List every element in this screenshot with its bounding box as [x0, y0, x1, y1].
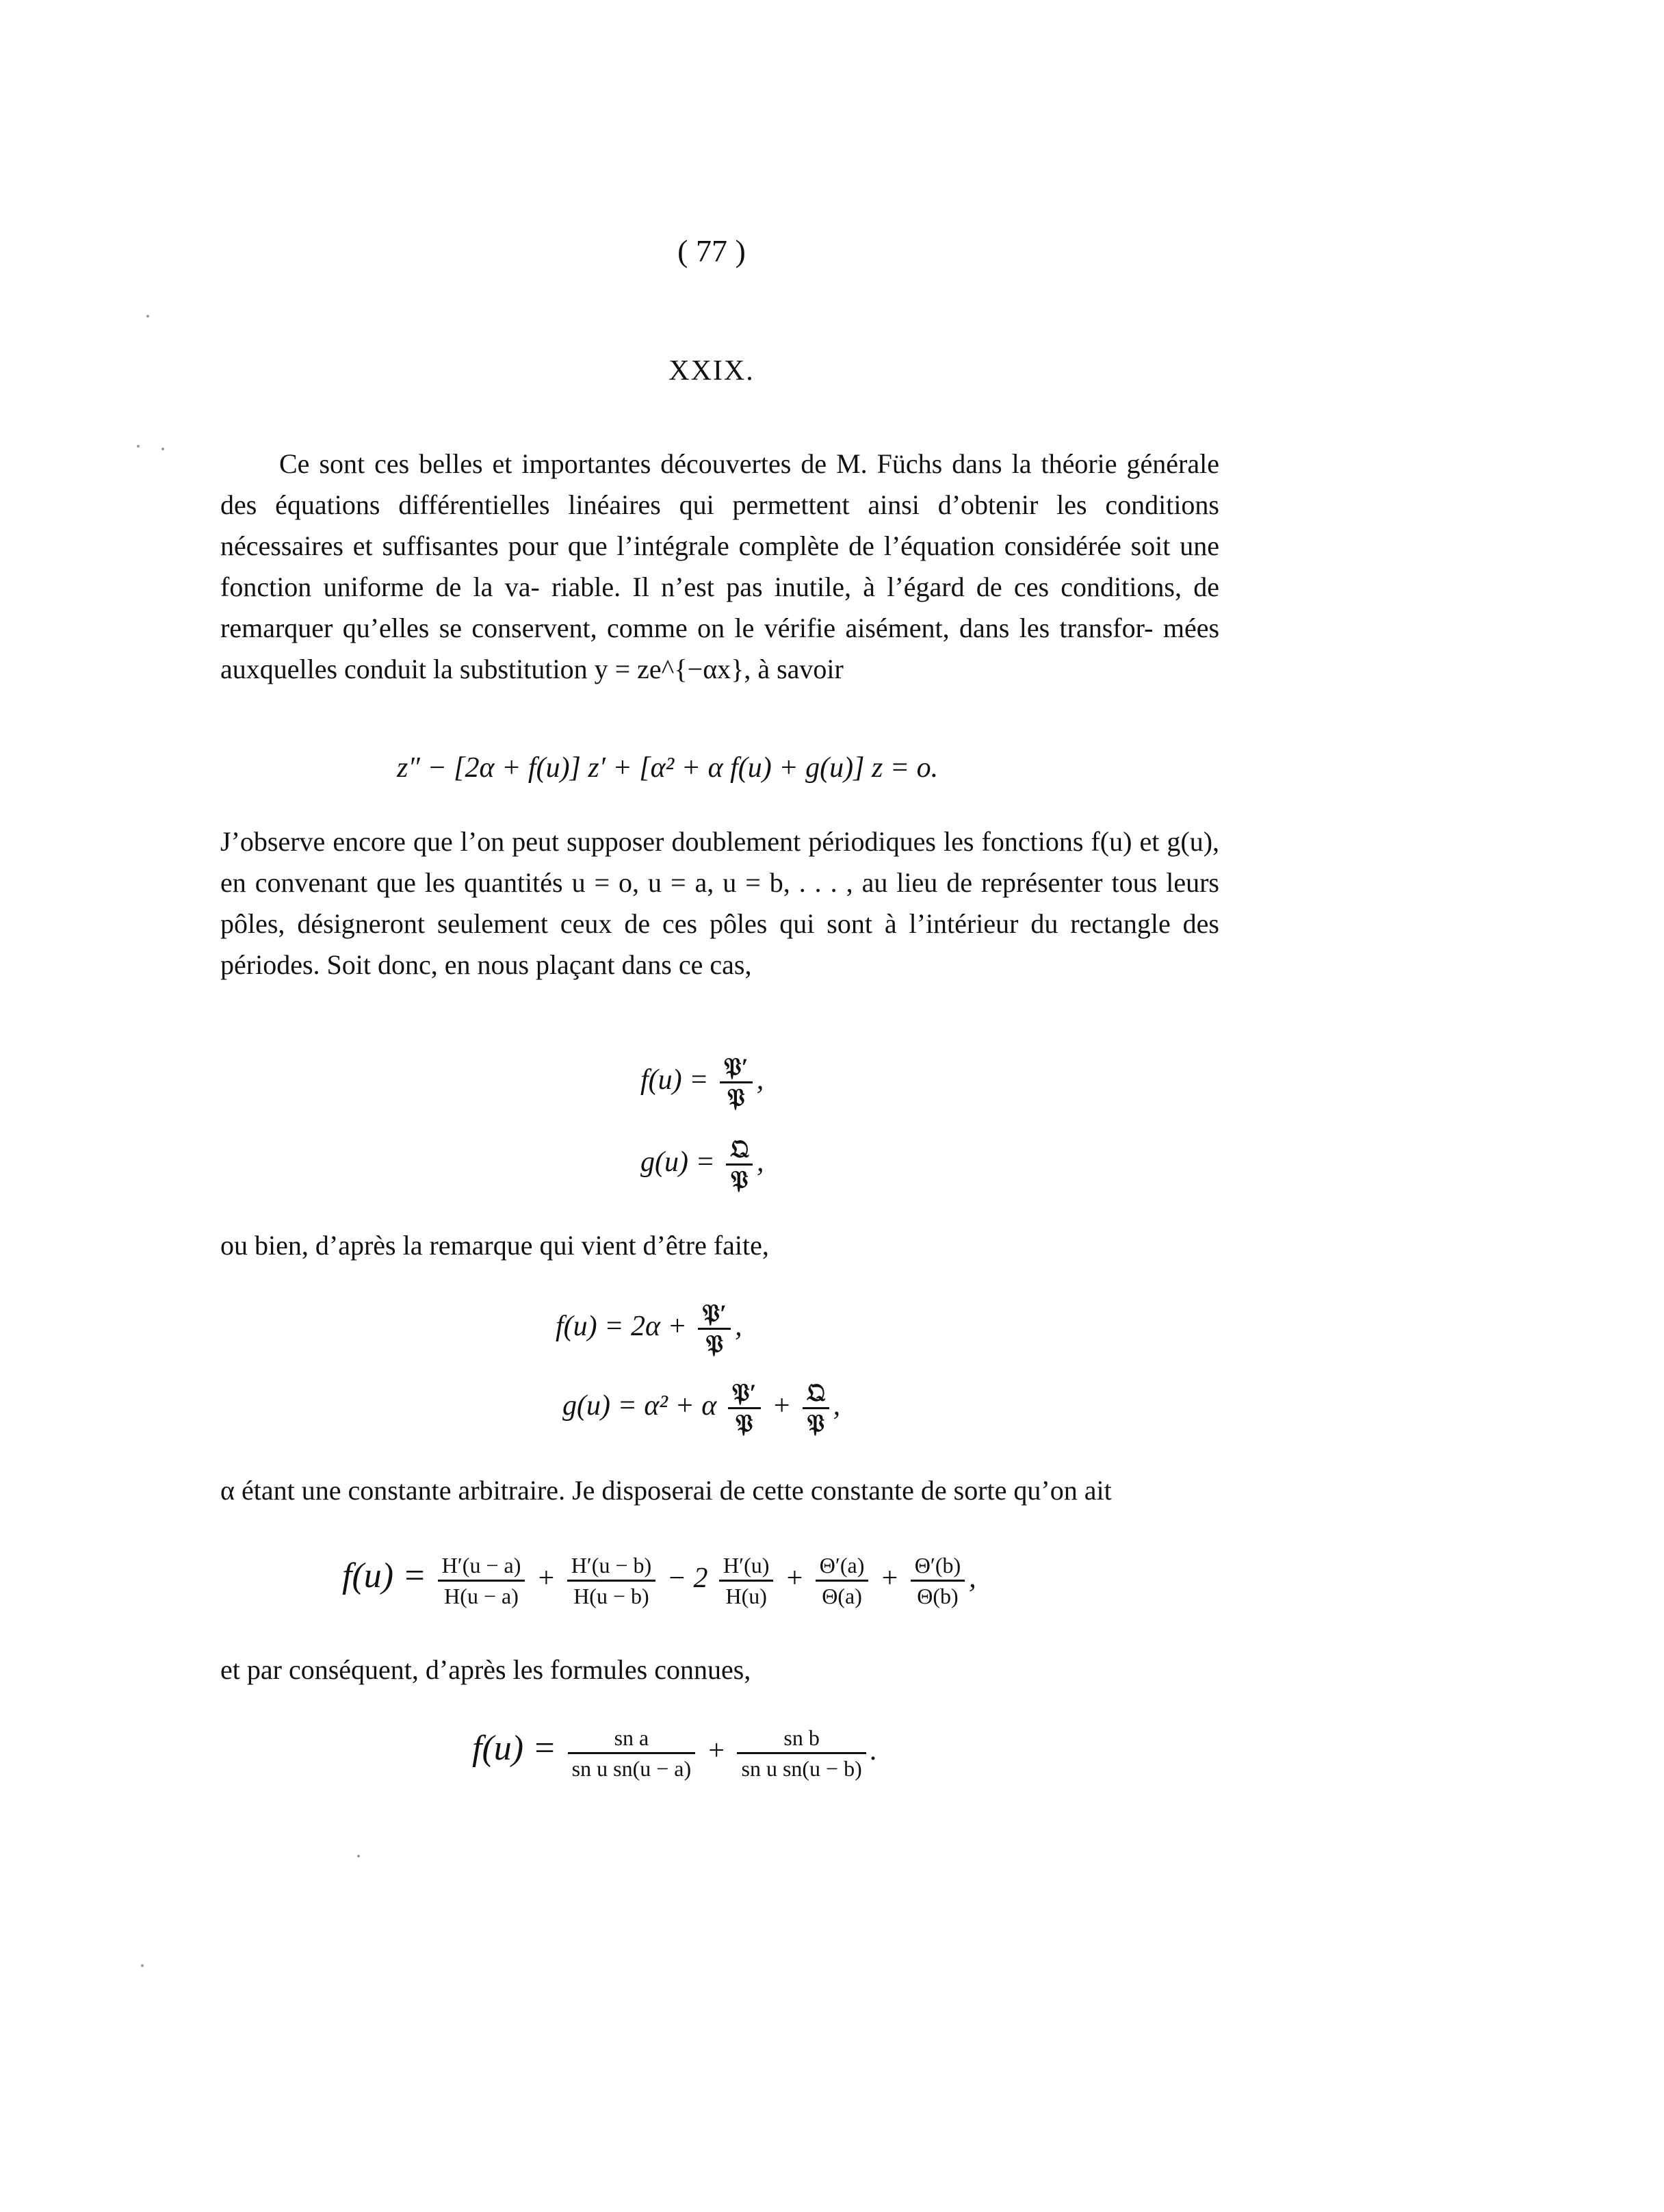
denominator: 𝔓 [705, 1330, 724, 1358]
equation-f-1 [640, 1054, 764, 1111]
fraction [719, 1552, 773, 1609]
denominator: 𝔓 [727, 1084, 745, 1111]
text-line: riable. Il n’est pas inutile, à l’égard de ces conditions, de remarquer [220, 571, 1220, 643]
text-line: la théorie générale des équations différentielles linéaires qui permettent [220, 448, 1219, 520]
fraction [737, 1725, 866, 1782]
eq-operator: − 2 [666, 1562, 708, 1595]
text-line: u = b, . . . , au lieu de représenter tous leurs pôles, désigneront seulement [220, 867, 1219, 939]
eq-punct: , [969, 1562, 976, 1595]
text-line: fonctions f(u) et g(u), en convenant que les quantités u = o, u = a, [220, 826, 1220, 898]
equation-f-2 [556, 1300, 742, 1357]
denominator: 𝔓 [730, 1166, 749, 1194]
denominator: H(u − b) [573, 1584, 649, 1608]
numerator: H′(u) [719, 1552, 773, 1582]
fraction [698, 1300, 731, 1357]
section-heading: XXIX. [668, 355, 755, 387]
numerator: Θ′(b) [911, 1552, 965, 1582]
denominator: 𝔓 [807, 1410, 825, 1437]
text-line: α étant une constante arbitraire. Je disposerai de cette constante de sorte [220, 1475, 1007, 1506]
fraction [728, 1380, 761, 1437]
scan-speck [141, 1964, 144, 1967]
eq-punct: , [757, 1146, 764, 1179]
fraction [911, 1552, 965, 1609]
equation-transformed: z″ − [2α + f(u)] z′ + [α² + α f(u) + g(u)] z = o. [397, 752, 939, 784]
denominator: H(u) [725, 1584, 767, 1608]
eq-operator: + [706, 1735, 726, 1767]
eq-lhs: g(u) = α² + α [562, 1390, 717, 1422]
text-line: Ce sont ces belles et importantes découvertes de M. Füchs dans [279, 448, 1002, 479]
denominator: H(u − a) [444, 1584, 519, 1608]
equation-f-4 [472, 1725, 877, 1782]
text-line: J’observe encore que l’on peut supposer doublement périodiques les [220, 826, 974, 857]
denominator: 𝔓 [735, 1410, 753, 1437]
scan-speck [146, 315, 149, 318]
equation-f-3 [342, 1552, 976, 1609]
numerator: sn a [568, 1725, 695, 1754]
numerator: 𝔓′ [728, 1380, 761, 1409]
eq-operator: + [536, 1562, 556, 1595]
eq-lhs: f(u) = 2α + [556, 1311, 687, 1343]
numerator: 𝔓′ [698, 1300, 731, 1330]
text-line: ainsi d’obtenir les conditions nécessaires et suffisantes pour que l’intégrale [220, 489, 1219, 561]
eq-lhs: f(u) = [640, 1064, 709, 1096]
eq-operator: + [772, 1390, 792, 1422]
text-line: ceux de ces pôles qui sont à l’intérieur du rectangle des périodes. Soit [220, 908, 1219, 980]
text-line: donc, en nous plaçant dans ce cas, [377, 949, 752, 980]
denominator: Θ(a) [822, 1584, 862, 1608]
numerator: 𝔓′ [720, 1054, 753, 1083]
numerator: H′(u − a) [438, 1552, 525, 1582]
numerator: H′(u − b) [567, 1552, 655, 1582]
scan-speck [137, 445, 140, 448]
numerator: sn b [737, 1725, 866, 1754]
eq-punct: . [870, 1735, 878, 1767]
text-line: complète de l’équation considérée soit une fonction uniforme de la va- [220, 530, 1220, 602]
fraction [720, 1054, 753, 1111]
text-line: ou bien, d’après la remarque qui vient d’être faite, [220, 1230, 769, 1261]
eq-operator: + [879, 1562, 900, 1595]
denominator: sn u sn(u − a) [571, 1756, 692, 1781]
scan-speck [357, 1855, 360, 1857]
equation-g-1 [640, 1136, 764, 1193]
fraction [567, 1552, 655, 1609]
denominator: sn u sn(u − b) [741, 1756, 862, 1781]
text-line: qu’on ait [1013, 1475, 1112, 1506]
paragraph-5 [220, 1649, 1219, 1690]
equation-g-2 [562, 1380, 840, 1437]
fraction [568, 1725, 695, 1782]
page-number: ( 77 ) [677, 233, 746, 268]
eq-lhs: f(u) = [342, 1556, 427, 1596]
text-line: et par conséquent, d’après les formules connues, [220, 1654, 751, 1685]
paragraph-1 [220, 443, 1219, 690]
paragraph-2 [220, 821, 1219, 986]
fraction [803, 1380, 829, 1437]
paragraph-3 [220, 1225, 1219, 1266]
eq-punct: , [735, 1311, 742, 1343]
eq-punct: , [833, 1390, 841, 1422]
denominator: Θ(b) [917, 1584, 959, 1608]
fraction [816, 1552, 869, 1609]
fraction [438, 1552, 525, 1609]
eq-lhs: f(u) = [472, 1729, 557, 1769]
eq-lhs: g(u) = [640, 1146, 715, 1179]
text-line: qu’elles se conservent, comme on le vérifie aisément, dans les transfor- [342, 613, 1154, 643]
fraction [726, 1136, 753, 1193]
text-line: mées auxquelles conduit la substitution y = ze^{−αx}, à savoir [220, 613, 1220, 684]
numerator: Θ′(a) [816, 1552, 869, 1582]
numerator: 𝔔 [803, 1380, 829, 1409]
eq-punct: , [756, 1064, 764, 1096]
eq-operator: + [784, 1562, 805, 1595]
paragraph-4 [220, 1470, 1219, 1511]
scan-speck [161, 448, 164, 450]
numerator: 𝔔 [726, 1136, 753, 1166]
